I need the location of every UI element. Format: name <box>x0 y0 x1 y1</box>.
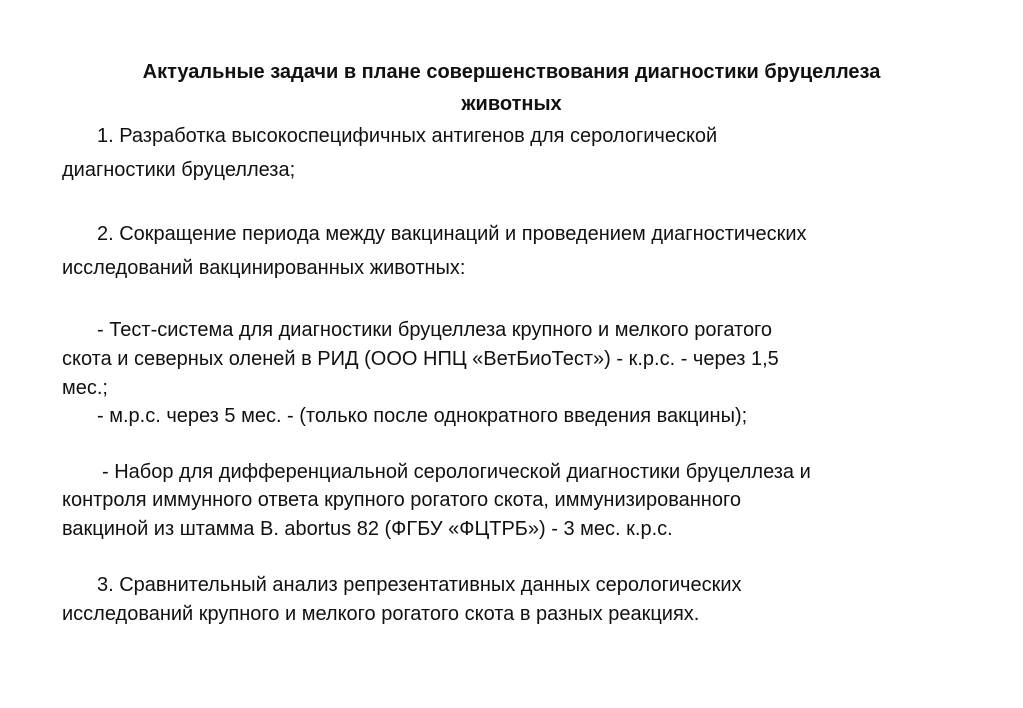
slide-title-line-1: Актуальные задачи в плане совершенствования диагностики бруцеллеза <box>142 61 881 83</box>
sub-item-1-line-4: - м.р.с. через 5 мес. - (только после однократного введения вакцины); <box>97 405 748 427</box>
sub-item-1-line-3: мес.; <box>62 377 108 399</box>
item-3-line-1: 3. Сравнительный анализ репрезентативных данных серологических <box>97 574 742 596</box>
slide-title-line-2: животных <box>461 93 562 115</box>
item-3-line-2: исследований крупного и мелкого рогатого скота в разных реакциях. <box>62 603 700 625</box>
item-1-line-2: диагностики бруцеллеза; <box>62 159 296 181</box>
item-2-line-1: 2. Сокращение периода между вакцинаций и проведением диагностических <box>97 223 807 245</box>
sub-item-2-line-3: вакциной из штамма B. abortus 82 (ФГБУ «ФЦТРБ») - 3 мес. к.р.с. <box>62 518 673 540</box>
item-1-line-1: 1. Разработка высокоспецифичных антигенов для серологической <box>97 125 718 147</box>
sub-item-1-line-1: - Тест-система для диагностики бруцеллеза крупного и мелкого рогатого <box>97 319 773 341</box>
item-2-line-2: исследований вакцинированных животных: <box>62 257 466 279</box>
sub-item-1-line-2: скота и северных оленей в РИД (ООО НПЦ «ВетБиоТест») - к.р.с. - через 1,5 <box>62 348 779 370</box>
sub-item-2-line-1: - Набор для дифференциальной серологической диагностики бруцеллеза и <box>102 461 811 483</box>
sub-item-2-line-2: контроля иммунного ответа крупного рогатого скота, иммунизированного <box>62 489 741 511</box>
